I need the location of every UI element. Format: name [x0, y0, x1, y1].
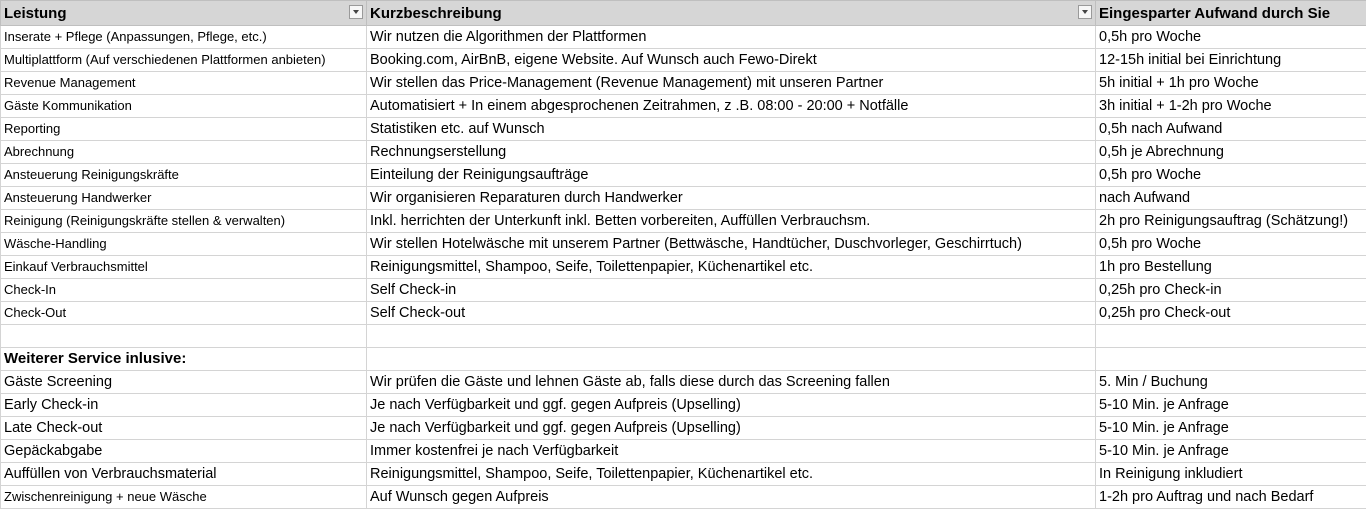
empty-cell[interactable] [1, 325, 367, 348]
table-body [1, 26, 1366, 509]
cell-leistung[interactable]: Check-Out [1, 302, 367, 325]
header-leistung [1, 1, 367, 26]
table-row [1, 302, 1366, 325]
table-row [1, 417, 1366, 440]
header-row [1, 1, 1366, 26]
cell-beschreibung[interactable]: Wir organisieren Reparaturen durch Handwerker [367, 187, 1096, 210]
cell-beschreibung[interactable]: Automatisiert + In einem abgesprochenen Zeitrahmen, z .B. 08:00 - 20:00 + Notfälle [367, 95, 1096, 118]
empty-cell[interactable] [1096, 325, 1366, 348]
cell-leistung[interactable]: Ansteuerung Reinigungskräfte [1, 164, 367, 187]
cell-aufwand[interactable]: 1-2h pro Auftrag und nach Bedarf [1096, 486, 1366, 509]
cell-leistung[interactable]: Gäste Kommunikation [1, 95, 367, 118]
cell-leistung[interactable]: Check-In [1, 279, 367, 302]
dropdown-arrow-icon [1082, 10, 1088, 14]
table-row [1, 164, 1366, 187]
cell-beschreibung[interactable]: Reinigungsmittel, Shampoo, Seife, Toilettenpapier, Küchenartikel etc. [367, 256, 1096, 279]
cell-beschreibung[interactable]: Reinigungsmittel, Shampoo, Seife, Toilettenpapier, Küchenartikel etc. [367, 463, 1096, 486]
cell-aufwand[interactable]: In Reinigung inkludiert [1096, 463, 1366, 486]
cell-aufwand[interactable]: 1h pro Bestellung [1096, 256, 1366, 279]
cell-aufwand[interactable]: 5. Min / Buchung [1096, 371, 1366, 394]
cell-leistung[interactable]: Early Check-in [1, 394, 367, 417]
cell-aufwand[interactable]: 2h pro Reinigungsauftrag (Schätzung!) [1096, 210, 1366, 233]
cell-beschreibung[interactable]: Einteilung der Reinigungsaufträge [367, 164, 1096, 187]
table-row [1, 394, 1366, 417]
cell-aufwand[interactable]: 0,25h pro Check-out [1096, 302, 1366, 325]
cell-aufwand[interactable]: 0,5h pro Woche [1096, 164, 1366, 187]
table-row [1, 72, 1366, 95]
cell-aufwand[interactable]: 5-10 Min. je Anfrage [1096, 417, 1366, 440]
cell-aufwand[interactable]: 12-15h initial bei Einrichtung [1096, 49, 1366, 72]
cell-beschreibung[interactable]: Statistiken etc. auf Wunsch [367, 118, 1096, 141]
cell-beschreibung[interactable]: Je nach Verfügbarkeit und ggf. gegen Aufpreis (Upselling) [367, 394, 1096, 417]
table-row [1, 26, 1366, 49]
cell-leistung[interactable]: Zwischenreinigung + neue Wäsche [1, 486, 367, 509]
empty-cell[interactable] [367, 325, 1096, 348]
cell-leistung[interactable]: Ansteuerung Handwerker [1, 187, 367, 210]
cell-aufwand[interactable]: 0,25h pro Check-in [1096, 279, 1366, 302]
table-row [1, 256, 1366, 279]
cell-aufwand[interactable]: 5-10 Min. je Anfrage [1096, 440, 1366, 463]
table-row [1, 279, 1366, 302]
cell-beschreibung[interactable]: Inkl. herrichten der Unterkunft inkl. Betten vorbereiten, Auffüllen Verbrauchsm. [367, 210, 1096, 233]
table-row [1, 371, 1366, 394]
table-row [1, 118, 1366, 141]
cell-beschreibung[interactable]: Booking.com, AirBnB, eigene Website. Auf Wunsch auch Fewo-Direkt [367, 49, 1096, 72]
table-row [1, 141, 1366, 164]
header-leistung-label: Leistung [4, 5, 67, 22]
header-kurzbeschreibung-label: Kurzbeschreibung [370, 5, 502, 22]
table-row [1, 463, 1366, 486]
cell-aufwand[interactable]: 0,5h pro Woche [1096, 26, 1366, 49]
cell-beschreibung[interactable]: Self Check-in [367, 279, 1096, 302]
empty-cell[interactable] [1096, 348, 1366, 371]
table-row [1, 49, 1366, 72]
cell-beschreibung[interactable]: Self Check-out [367, 302, 1096, 325]
cell-leistung[interactable]: Abrechnung [1, 141, 367, 164]
cell-aufwand[interactable]: 0,5h je Abrechnung [1096, 141, 1366, 164]
cell-leistung[interactable]: Reinigung (Reinigungskräfte stellen & verwalten) [1, 210, 367, 233]
filter-dropdown-leistung[interactable] [349, 5, 363, 19]
dropdown-arrow-icon [353, 10, 359, 14]
empty-cell[interactable] [367, 348, 1096, 371]
cell-aufwand[interactable]: 5-10 Min. je Anfrage [1096, 394, 1366, 417]
header-kurzbeschreibung [367, 1, 1096, 26]
cell-leistung[interactable]: Revenue Management [1, 72, 367, 95]
cell-leistung[interactable]: Gäste Screening [1, 371, 367, 394]
cell-beschreibung[interactable]: Auf Wunsch gegen Aufpreis [367, 486, 1096, 509]
table-row [1, 187, 1366, 210]
cell-beschreibung[interactable]: Rechnungserstellung [367, 141, 1096, 164]
cell-beschreibung[interactable]: Immer kostenfrei je nach Verfügbarkeit [367, 440, 1096, 463]
header-aufwand-label: Eingesparter Aufwand durch Sie [1099, 5, 1331, 22]
table-row [1, 233, 1366, 256]
cell-aufwand[interactable]: 3h initial + 1-2h pro Woche [1096, 95, 1366, 118]
cell-beschreibung[interactable]: Wir prüfen die Gäste und lehnen Gäste ab, falls diese durch das Screening fallen [367, 371, 1096, 394]
header-aufwand [1096, 1, 1366, 26]
cell-aufwand[interactable]: nach Aufwand [1096, 187, 1366, 210]
cell-leistung[interactable]: Inserate + Pflege (Anpassungen, Pflege, etc.) [1, 26, 367, 49]
cell-leistung[interactable]: Wäsche-Handling [1, 233, 367, 256]
cell-leistung[interactable]: Auffüllen von Verbrauchsmaterial [1, 463, 367, 486]
section-row [1, 348, 1366, 371]
cell-aufwand[interactable]: 0,5h nach Aufwand [1096, 118, 1366, 141]
section-title[interactable]: Weiterer Service inlusive: [1, 348, 367, 371]
table-row [1, 486, 1366, 509]
cell-beschreibung[interactable]: Je nach Verfügbarkeit und ggf. gegen Aufpreis (Upselling) [367, 417, 1096, 440]
cell-leistung[interactable]: Gepäckabgabe [1, 440, 367, 463]
cell-beschreibung[interactable]: Wir nutzen die Algorithmen der Plattformen [367, 26, 1096, 49]
cell-beschreibung[interactable]: Wir stellen das Price-Management (Revenue Management) mit unseren Partner [367, 72, 1096, 95]
table-row [1, 440, 1366, 463]
table-row [1, 95, 1366, 118]
cell-leistung[interactable]: Late Check-out [1, 417, 367, 440]
filter-dropdown-kurzbeschreibung[interactable] [1078, 5, 1092, 19]
cell-beschreibung[interactable]: Wir stellen Hotelwäsche mit unserem Partner (Bettwäsche, Handtücher, Duschvorleger, Geschirrtuch) [367, 233, 1096, 256]
empty-row [1, 325, 1366, 348]
cell-leistung[interactable]: Einkauf Verbrauchsmittel [1, 256, 367, 279]
table-row [1, 210, 1366, 233]
cell-aufwand[interactable]: 0,5h pro Woche [1096, 233, 1366, 256]
cell-leistung[interactable]: Reporting [1, 118, 367, 141]
cell-aufwand[interactable]: 5h initial + 1h pro Woche [1096, 72, 1366, 95]
cell-leistung[interactable]: Multiplattform (Auf verschiedenen Plattformen anbieten) [1, 49, 367, 72]
